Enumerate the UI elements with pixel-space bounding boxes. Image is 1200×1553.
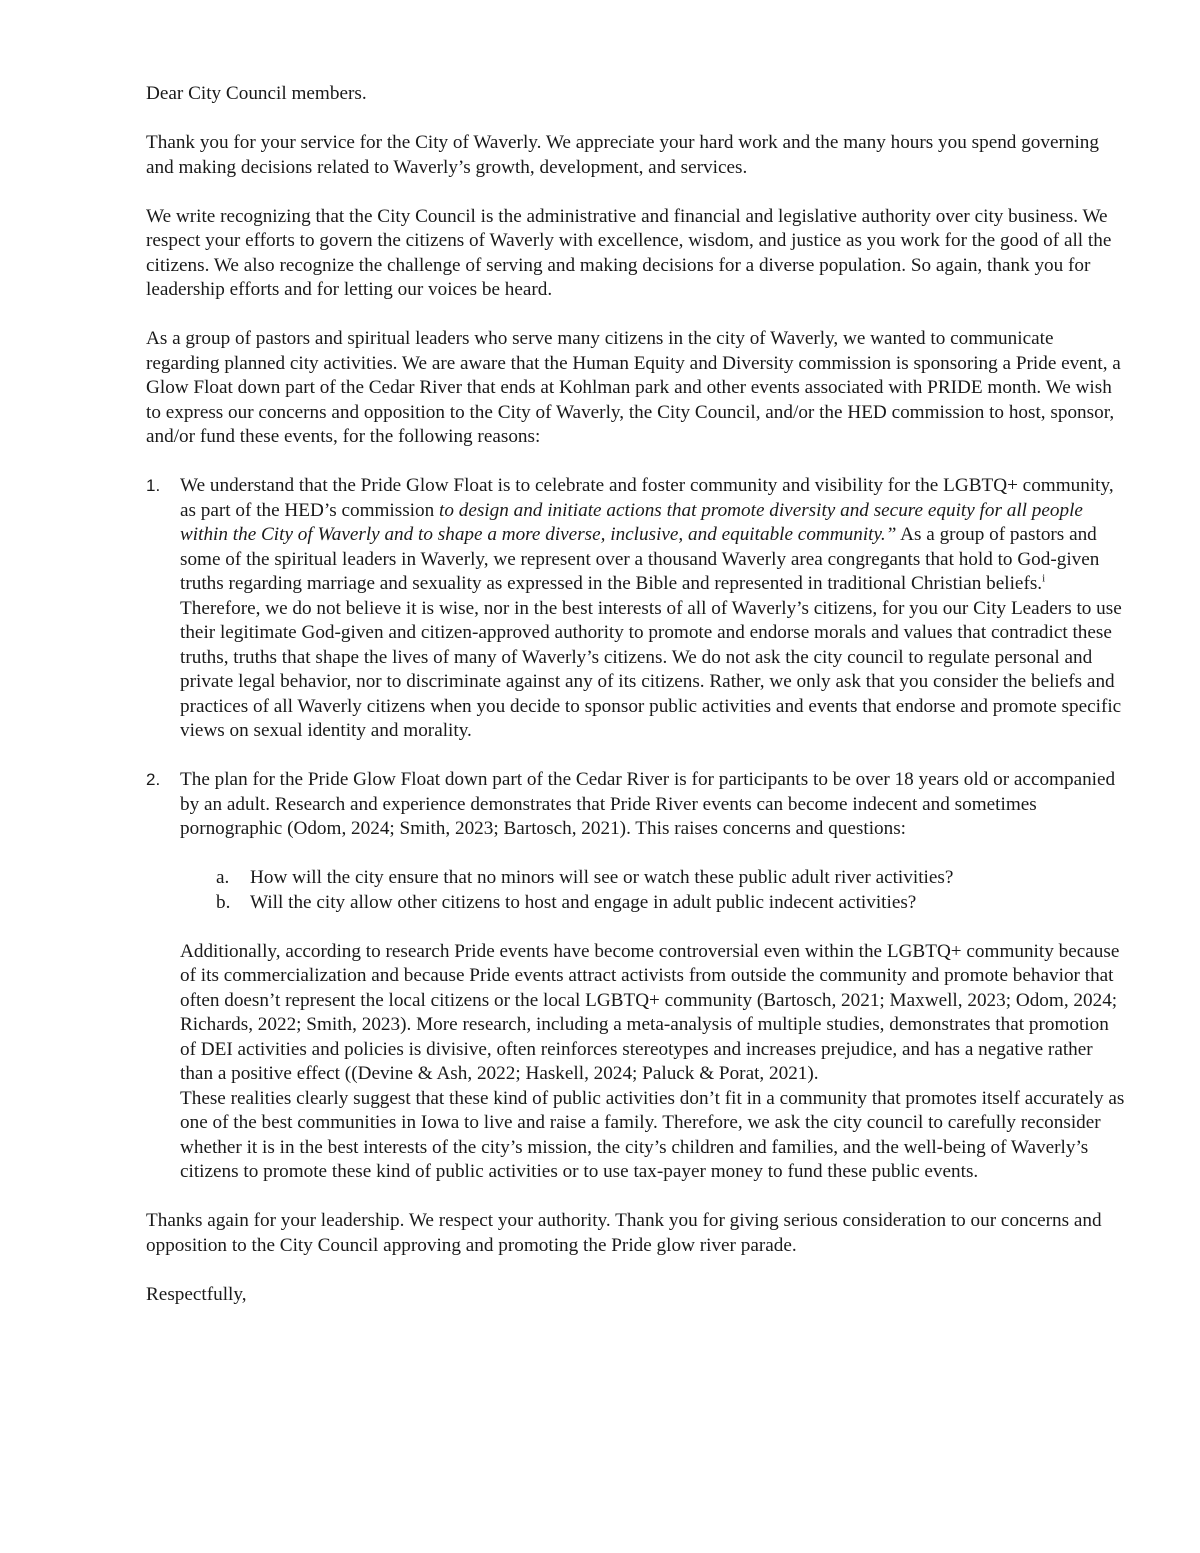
- paragraph-closing: Thanks again for your leadership. We respect your authority. Thank you for giving serious consideration to our concerns and opposition to the City Council approving and promoting the Pride glow river parade.: [146, 1210, 1102, 1256]
- question-a-text: How will the city ensure that no minors will see or watch these public adult river activities?: [250, 867, 954, 888]
- item-number: 2.: [146, 770, 161, 789]
- item1-text-c: Therefore, we do not believe it is wise, nor in the best interests of all of Waverly’s citizens, for you our City Leaders to use their legitimate God-given and citizen-approved authority to promote and endorse morals and values that contradict these truths, truths that shape the lives of many of Waverly’s citizens. We do not ask the city council to regulate personal and private legal behavior, nor to discriminate against any of its citizens. Rather, we only ask that you consider the beliefs and practices of all Waverly citizens when you decide to sponsor public activities and events that endorse and promote specific views on sexual identity and morality.: [180, 597, 1122, 741]
- paragraph-recognition: We write recognizing that the City Council is the administrative and financial and legislative authority over city business. We respect your efforts to govern the citizens of Waverly with excellence, wisdom, and justice as you work for the good of all the citizens. We also recognize the challenge of serving and making decisions for a diverse population. So again, thank you for leadership efforts and for letting our voices be heard.: [146, 205, 1112, 300]
- reason-item-2: [146, 768, 1126, 842]
- signoff: Respectfully,: [146, 1283, 247, 1305]
- question-a: [216, 866, 1126, 891]
- paragraph-purpose: As a group of pastors and spiritual leaders who serve many citizens in the city of Waverly, we wanted to communicate regarding planned city activities. We are aware that the Human Equity and Diversity commission is sponsoring a Pride event, a Glow Float down part of the Cedar River that ends at Kohlman park and other events associated with PRIDE month. We wish to express our concerns and opposition to the City of Waverly, the City Council, and/or the HED commission to host, sponsor, and/or fund these events, for the following reasons:: [146, 328, 1121, 447]
- item1-text-a: We understand that the Pride Glow Float is to celebrate and foster community and visibility for the LGBTQ+ community, as part of the HED’s commission: [180, 475, 1114, 521]
- paragraph-thanks: Thank you for your service for the City of Waverly. We appreciate your hard work and the many hours you spend governing and making decisions related to Waverly’s growth, development, and services.: [146, 132, 1099, 178]
- salutation: Dear City Council members.: [146, 83, 367, 104]
- item-number: 1.: [146, 476, 161, 495]
- question-b-text: Will the city allow other citizens to host and engage in adult public indecent activities?: [250, 891, 917, 913]
- letter-page: [146, 82, 1126, 1307]
- paragraph-additional: Additionally, according to research Pride events have become controversial even within the LGBTQ+ community because of its commercialization and because Pride events attract activists from outside the community and promote behavior that often doesn’t represent the local citizens or the local LGBTQ+ community (Bartosch, 2021; Maxwell, 2023; Odom, 2024; Richards, 2022; Smith, 2023). More research, including a meta-analysis of multiple studies, demonstrates that promotion of DEI activities and policies is divisive, often reinforces stereotypes and increases prejudice, and has a negative rather than a positive effect ((Devine & Ash, 2022; Haskell, 2024; Paluck & Porat, 2021).: [180, 940, 1120, 1084]
- item2-text: The plan for the Pride Glow Float down part of the Cedar River is for participants to be over 18 years old or accompanied by an adult. Research and experience demonstrates that Pride River events can become indecent and sometimes pornographic (Odom, 2024; Smith, 2023; Bartosch, 2021). This raises concerns and questions:: [180, 769, 1116, 839]
- question-b: [216, 891, 1126, 916]
- footnote-mark: i: [1042, 572, 1046, 585]
- commission-quote: to design and initiate actions that promote diversity and secure equity for all people within the City of Waverly and to shape a more diverse, inclusive, and equitable community.”: [180, 499, 1083, 545]
- reason-item-1-text: [180, 474, 1126, 744]
- item1-text-b: As a group of pastors and some of the spiritual leaders in Waverly, we represent over a thousand Waverly area congregants that hold to God-given truths regarding marriage and sexuality as expressed in the Bible and represented in traditional Christian beliefs.: [180, 524, 1100, 594]
- reason-item-1: [146, 474, 1126, 744]
- question-letter: a.: [216, 867, 230, 888]
- question-letter: b.: [216, 891, 231, 913]
- paragraph-realities: These realities clearly suggest that these kind of public activities don’t fit in a community that promotes itself accurately as one of the best communities in Iowa to live and raise a family. Therefore, we ask the city council to carefully reconsider whether it is in the best interests of the city’s mission, the city’s children and families, and the well-being of Waverly’s citizens to promote these kind of public activities or to use tax-payer money to fund these public events.: [180, 1087, 1125, 1182]
